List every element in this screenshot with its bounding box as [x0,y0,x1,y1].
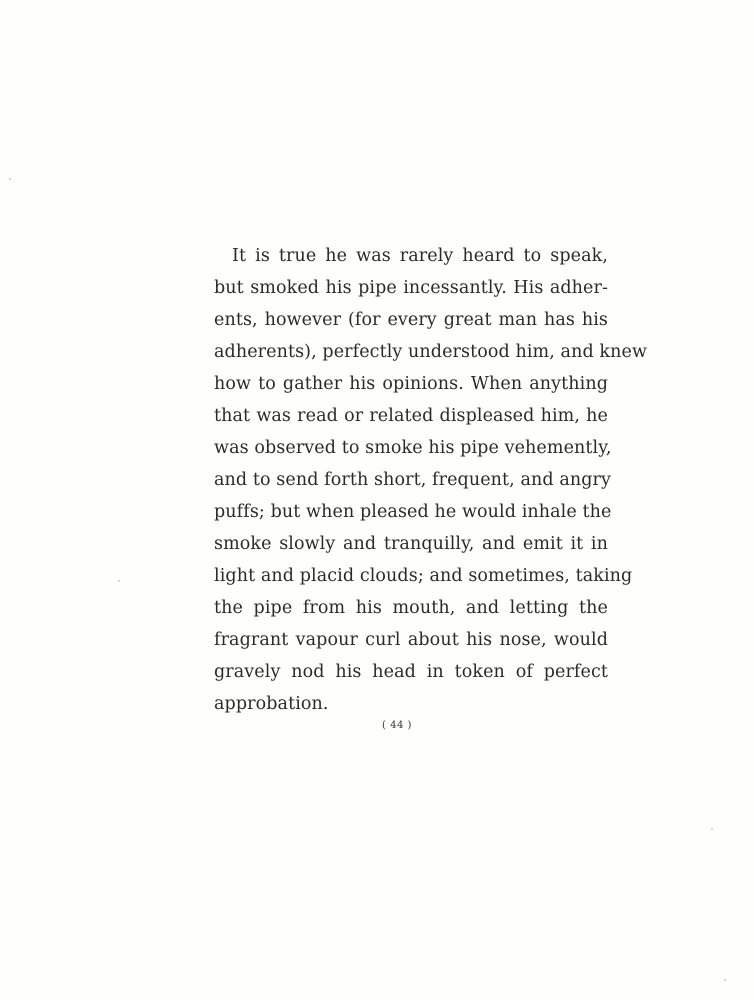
paper-speck [724,979,726,981]
text-line-10: smoke slowly and tranquilly, and emit it in [214,534,608,554]
page-number: ( 44 ) [382,720,412,731]
text-line-7: was observed to smoke his pipe vehemently, [214,438,612,458]
text-line-12: the pipe from his mouth, and letting the [214,598,608,618]
text-line-9: puffs; but when pleased he would inhale the [214,502,612,522]
text-line-3: ents, however (for every great man has his [214,310,608,330]
text-line-13: fragrant vapour curl about his nose, would [214,630,608,650]
text-line-2: but smoked his pipe incessantly. His adher- [214,278,608,298]
text-line-11: light and placid clouds; and sometimes, taking [214,566,633,586]
text-line-8: and to send forth short, frequent, and angry [214,470,612,490]
text-line-15: approbation. [214,694,329,714]
text-line-1: It is true he was rarely heard to speak, [232,246,608,266]
text-line-4: adherents), perfectly understood him, and knew [214,342,648,362]
text-line-14: gravely nod his head in token of perfect [214,662,608,682]
paper-speck [118,580,120,582]
text-line-5: how to gather his opinions. When anything [214,374,608,394]
paper-speck [711,828,713,830]
text-line-6: that was read or related displeased him, he [214,406,608,426]
body-paragraph [214,240,648,720]
paper-speck [9,178,11,180]
